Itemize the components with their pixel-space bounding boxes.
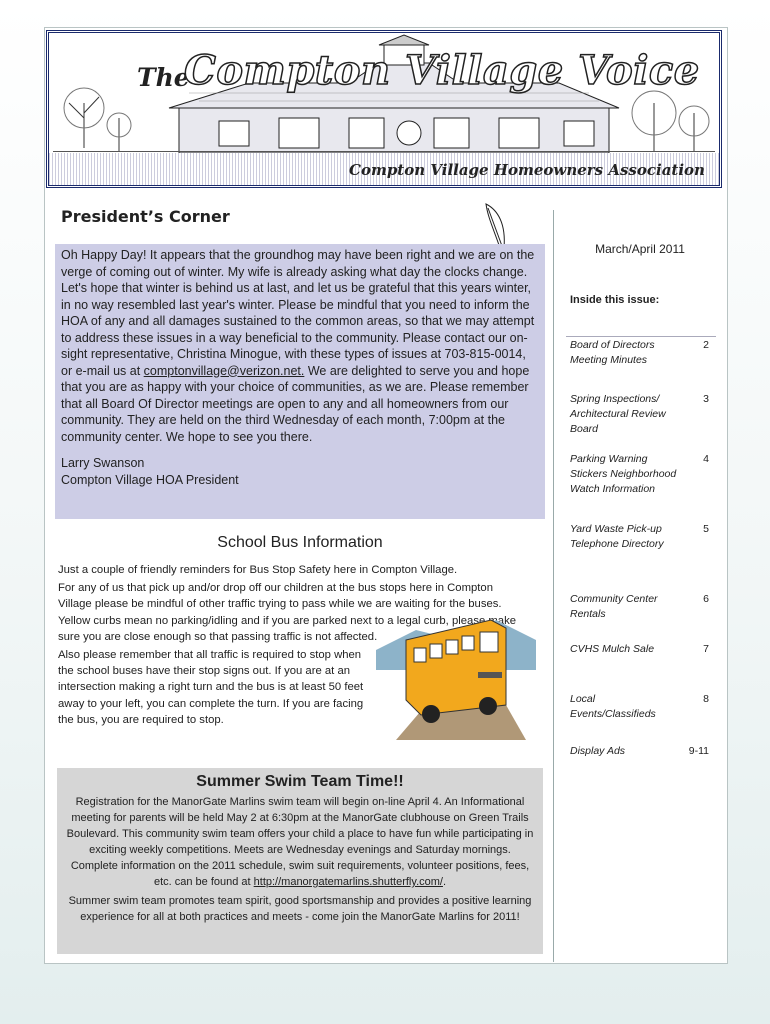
email-link[interactable]: comptonvillage@verizon.net. bbox=[143, 363, 305, 378]
toc-item-page: 3 bbox=[703, 393, 709, 405]
toc-item[interactable] bbox=[570, 692, 713, 722]
masthead-prefix: The bbox=[137, 63, 190, 92]
toc-item-title: Parking Warning Stickers Neighborhood Watch Information bbox=[570, 453, 677, 495]
toc-item[interactable] bbox=[570, 392, 713, 437]
toc-item-page: 5 bbox=[703, 523, 709, 535]
toc-item-page: 9-11 bbox=[688, 745, 709, 757]
presidents-message-part1: Oh Happy Day! It appears that the groundhog may have been right and we are on the verge of coming out of winter. My wife is already asking what day the clocks change. Let's hope that winter is behind us at last, and let us be grateful that this years winter, in no way resembled last year's winter. Please be mindful that you need to inform the HOA of any and all damages sustained to the common areas, so that we may attempt to address these issues in a way beneficial to the community. Please contact our on-sight representative, Christina Minogue, with these types of issues at 703-815-0014, or e-mail us at bbox=[61, 248, 535, 378]
masthead-divider bbox=[53, 151, 715, 152]
presidents-message-part2: We are delighted to serve you and hope that you are as happy with your choice of communities, as we are. Please remember that all Board Of Director meetings are open to any and all homeowners from our community. They are held on the third Wednesday of each month, 7:00pm at the community center. We hope to see you there. bbox=[61, 363, 530, 444]
toc-item-page: 2 bbox=[703, 339, 709, 351]
presidents-message bbox=[61, 247, 539, 445]
signature-title: Compton Village HOA President bbox=[61, 472, 239, 487]
toc-item[interactable] bbox=[570, 592, 713, 622]
masthead bbox=[46, 30, 722, 188]
column-divider bbox=[553, 210, 554, 962]
school-bus-paragraph-2-text: For any of us that pick up and/or drop off our children at the bus stops here in Compton Village please be mindful of other traffic trying to pass while we are waiting for the buses. Yellow curbs mean no parking/idling and if you are parked next to a legal curb, please make sure you are close enough so that passing traffic is not affected. bbox=[58, 582, 517, 643]
toc-item[interactable] bbox=[570, 744, 713, 759]
school-bus-paragraph-1: Just a couple of friendly reminders for Bus Stop Safety here in Compton Village. bbox=[58, 564, 458, 576]
presidents-corner-box bbox=[55, 244, 545, 519]
toc-item[interactable] bbox=[570, 522, 713, 552]
toc-item-page: 7 bbox=[703, 643, 709, 655]
toc-item[interactable] bbox=[570, 452, 713, 497]
school-bus-heading: School Bus Information bbox=[217, 534, 383, 551]
toc-item-title: Display Ads bbox=[570, 745, 626, 757]
toc-item-title: Spring Inspections/ Architectural Review Board bbox=[570, 393, 666, 435]
toc-item[interactable] bbox=[570, 642, 713, 657]
presidents-corner-heading: President’s Corner bbox=[55, 204, 379, 232]
signature-name: Larry Swanson bbox=[61, 456, 145, 470]
swim-team-paragraph-2: Summer swim team promotes team spirit, good sportsmanship and provides a positive learning experience for all at both practices and meets - come join the ManorGate Marlins for 2011! bbox=[68, 895, 532, 923]
toc-item[interactable] bbox=[570, 338, 713, 368]
swim-team-paragraph-1 bbox=[65, 794, 535, 890]
toc-heading: Inside this issue: bbox=[566, 292, 716, 337]
toc-item-page: 6 bbox=[703, 593, 709, 605]
swim-team-heading: Summer Swim Team Time!! bbox=[196, 773, 404, 790]
toc-item-title: CVHS Mulch Sale bbox=[570, 643, 655, 655]
swim-team-box bbox=[57, 768, 543, 954]
table-of-contents bbox=[566, 292, 716, 789]
toc-item-page: 4 bbox=[703, 453, 709, 465]
toc-item-title: Community Center Rentals bbox=[570, 593, 658, 620]
swim-team-text-1-end: . bbox=[442, 876, 447, 888]
toc-item-title: Local Events/Classifieds bbox=[570, 693, 656, 720]
newsletter-subtitle: Compton Village Homeowners Association bbox=[349, 161, 705, 179]
newsletter-title: Compton Village Voice bbox=[184, 47, 700, 94]
swim-team-link[interactable]: http://manorgatemarlins.shutterfly.com/ bbox=[253, 876, 443, 888]
toc-item-title: Yard Waste Pick-up Telephone Directory bbox=[570, 523, 664, 550]
issue-date: March/April 2011 bbox=[565, 237, 715, 261]
school-bus-image bbox=[376, 610, 536, 740]
toc-item-page: 8 bbox=[703, 693, 709, 705]
toc-item-title: Board of Directors Meeting Minutes bbox=[570, 339, 655, 366]
swim-team-text-1: Registration for the ManorGate Marlins swim team will begin on-line April 4. An Informational meeting for parents will be held May 2 at 6:30pm at the ManorGate clubhouse on Green Trails Boulevard. This community swim team offers your child a place to have fun while participating in exciting weekly competitions. Meets are Wednesday evenings and Saturday mornings. Complete information on the 2011 schedule, swim suit requirements, volunteer positions, fees, etc. can be found at bbox=[66, 796, 534, 888]
school-bus-paragraph-3: Also please remember that all traffic is required to stop when the school buses have their stop signs out. If you are at an intersection making a right turn and the bus is at least 50 feet away to your left, you can complete the turn. If you are facing the bus, you are required to stop. bbox=[58, 649, 364, 726]
